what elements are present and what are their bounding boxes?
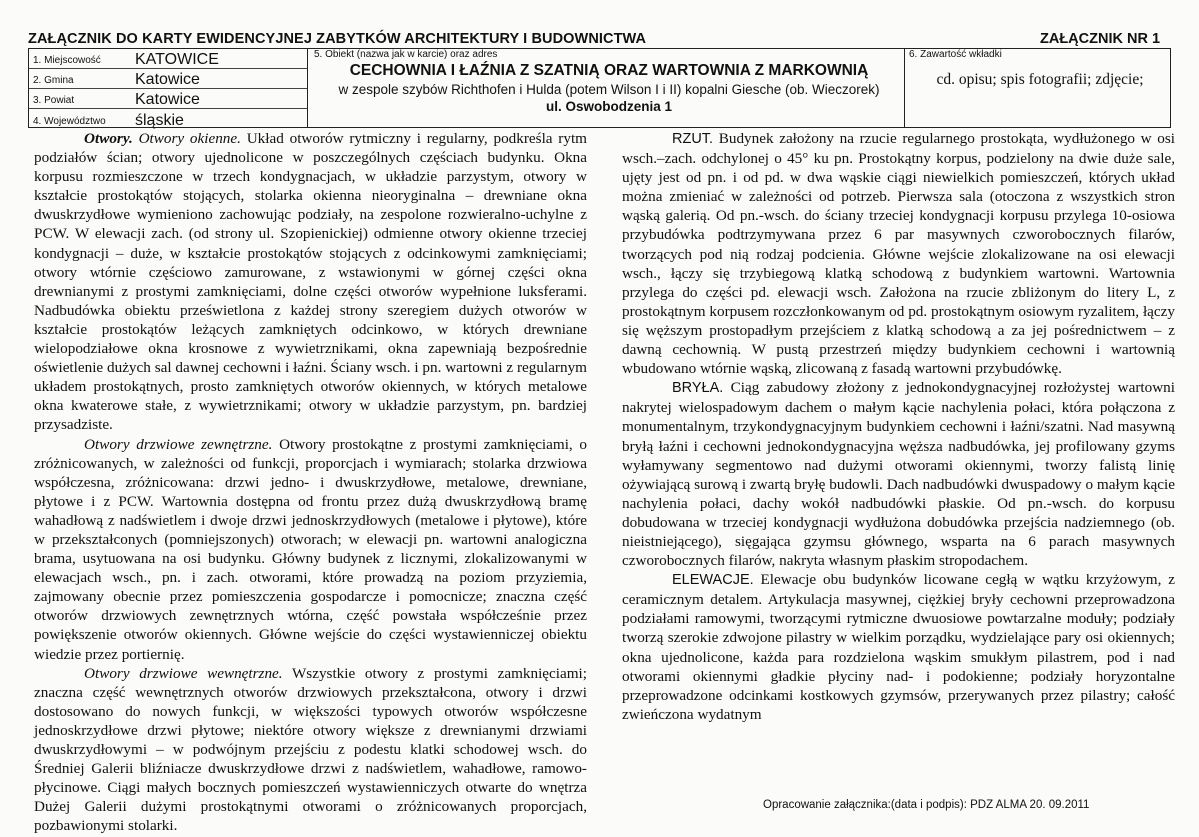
powiat-value: Katowice xyxy=(135,91,200,108)
footer-signature: Opracowanie załącznika:(data i podpis): PDZ ALMA 20. 09.2011 xyxy=(763,799,1090,811)
paragraph-text: Otwory prostokątne z prostymi zamknięciami, o zróżnicowanych, w zależności od funkcji, proporcjach i wymiarach; stolarka drzwiowa współczesna, zróżnicowana: drzwi jedno- i dwuskrzydłowe, metalowe, drewniane, płytowe i z PCW. Wartownia dostępna od frontu przez dużą dwuskrzydłową bramę wahadłową z nadświetlem i dwoje drzwi jednoskrzydłowych (metalowe i płytowe), które w przekształconych (pomniejszonych) otworach; w elewacji pn. wartowni analogiczna brama, usytuowana na osi budynku. Główny budynek z licznymi, zlokalizowanymi w elewacjach wsch., pn. i zach. otworami, które prowadzą na poziom przyziemia, zajmowany obecnie przez pomieszczenia gospodarcze i pomocnicze; znaczna część otworów drzwiowych zewnętrznych wtórna, część powstała współcześnie przez powiększenie otworów okiennych. Główne wejście do części wystawienniczej obiektu wiedzie przez portiernię. xyxy=(34,435,587,663)
subheading-window-openings: Otwory okienne. xyxy=(138,130,241,147)
powiat-label: 3. Powiat xyxy=(33,95,75,106)
text-column-right xyxy=(622,129,1175,724)
header-table xyxy=(28,48,1171,128)
object-subtitle: w zespole szybów Richthofen i Hulda (potem Wilson I i II) kopalni Giesche (ob. Wieczorek) xyxy=(338,82,880,97)
paragraph-exterior-doors xyxy=(34,435,587,664)
paragraph-text: Elewacje obu budynków licowane cegłą w wątku krzyżowym, z ceramicznym detalem. Artykulacja masywnej, ciężkiej bryły cechowni przeprowadzona podziałami ramowymi, tworzącymi rytmiczne dwuosiowe powtarzalne moduły; podziały tworzą szerokie zdwojone pilastry w wielkim porządku, wydzielające pary osi okiennych; okna ujednolicone, każda para rozdzielona wąskim smukłym pilastrem, pod i nad otworami okiennymi gładkie płyciny nad- i podokienne; podziały horyzontalne przeprowadzone odcinkami kostkowych gzymsów, przerywanych przez pilastry; całość zwieńczona wydatnym xyxy=(622,571,1175,723)
subheading-exterior-doors: Otwory drzwiowe zewnętrzne. xyxy=(84,435,273,453)
paragraph-text: Układ otworów rytmiczny i regularny, podkreśla rytm podziałów ścian; otwory ujednolicone w poszczególnych częściach budynku. Okna korpusu rozmieszczone w trzech kondygnacjach, w układzie parzystym, otwory w kształcie prostokątów stojących, stolarka okienna nieoryginalna – drewniane okna dwuskrzydłowe wymieniono zachowując podziały, na zespolone rozwieralno-uchylne z PCW. W elewacji zach. (od strony ul. Szopienickiej) odmienne otwory okienne trzeciej kondygnacji – duże, w kształcie prostokątów stojących z odcinkowymi zamknięciami; otwory wtórnie częściowo zamurowane, z wstawionymi w górnej części okna drewnianymi z prostymi zamknięciami, dolne części otworów wypełnione luksferami. Nadbudówka obiektu prześwietlona z każdej strony szeregiem dużych otworów w kształcie prostokątów leżących zamkniętych odcinkowo, w których drewniane wielopodziałowe okna krosnowe z wywietrznikami, okna zapewniają bezpośrednie oświetlenie dużych sal dawnej cechowni i łaźni. Ściany wsch. i pn. wartowni z regularnym układem prostokątnych, prosto zamkniętych otworów okiennych, w których metalowe okna kwaterowe stałe, z wywietrznikami; otwory w układzie parzystym, pn. bardziej przysadziste. xyxy=(34,130,587,434)
wojewodztwo-value: śląskie xyxy=(135,112,184,129)
object-label: 5. Obiekt (nazwa jak w karcie) oraz adres xyxy=(314,49,498,60)
paragraph-mass xyxy=(622,378,1175,570)
object-name: CECHOWNIA I ŁAŹNIA Z SZATNIĄ ORAZ WARTOWNIA Z MARKOWNIĄ xyxy=(349,62,869,79)
object-address: ul. Oswobodzenia 1 xyxy=(545,99,672,114)
paragraph-text: Budynek założony na rzucie regularnego prostokąta, wydłużonego w osi wsch.–zach. odchylonej o 45° ku pn. Prostokątny korpus, podzielony na dwie duże sale, ujęty jest od pn. i od pd. w dwa wąskie ciągi niewielkich pomieszczeń, których układ można zmieniać w zależności od potrzeb. Pierwsza sala (otoczona z wszystkich stron wąską galerią. Od pn.-wsch. do ściany trzeciej kondygnacji korpusu przylega 10-osiowa przybudówka podtrzymywana przez 6 par masywnych czworobocznych filarów, tworzących pod nią rodzaj podcienia. Główne wejście zlokalizowane na osi elewacji wsch., łączy się trzybiegową klatką schodową z budynkiem wartowni. Wartownia przylega do części pd. elewacji wsch. Założona na rzucie zbliżonym do litery L, z prostokątnym korpusem rozczłonkowanym od pd. prostokątnym osiowym ryzalitem, łączy się węższym prostopadłym przejściem z klatką schodową a za jej pośrednictwem – z dawną cechownią. W pustą przestrzeń między budynkiem cechowni i wartownią wbudowano wtórnie wąską, zlicowaną z fasadą wartowni przybudówkę. xyxy=(622,130,1175,378)
section-heading-openings: Otwory. xyxy=(84,130,133,147)
section-heading-plan: RZUT. xyxy=(672,131,714,147)
paragraph-plan xyxy=(622,129,1175,378)
paragraph-elevations xyxy=(622,570,1175,724)
text-column-left xyxy=(34,129,587,835)
miejscowosc-label: 1. Miejscowość xyxy=(33,55,101,66)
paragraph-window-openings xyxy=(34,129,587,435)
appendix-number: ZAŁĄCZNIK NR 1 xyxy=(1040,31,1161,47)
gmina-value: Katowice xyxy=(135,71,200,88)
paragraph-text: Ciąg zabudowy złożony z jednokondygnacyjnej rozłożystej wartowni nakrytej wielospadowym dachem o małym kącie nachylenia połaci, która połączona z monumentalnym, trzykondygnacyjnym budynkiem cechowni i łaźni/szatni. Nad masywną bryłą łaźni i cechowni jednokondygnacyjna węższa nadbudówka, jej profilowany gzyms wyłamywany segmentowo nad dużymi otworami okiennymi, tworzy falistą linię ożywiającą surową i zwartą bryłę budowli. Dach nadbudówki dwuspadowy o małym kącie nachylenia połaci, dachy wokół nadbudówki płaskie. Od pn.-wsch. do korpusu dobudowana w trzeciej kondygnacji wydłużona dobudówka przejścia nadziemnego (ob. nieistniejącego), sięgająca gzymsu głównego, wsparta na 6 parach masywnych czworobocznych filarów, nakryta własnym płaskim stropodachem. xyxy=(622,379,1175,570)
section-heading-elevations: ELEWACJE. xyxy=(672,572,754,589)
document-title: ZAŁĄCZNIK DO KARTY EWIDENCYJNEJ ZABYTKÓW ARCHITEKTURY I BUDOWNICTWA xyxy=(28,31,647,47)
section-heading-mass: BRYŁA. xyxy=(672,380,724,397)
paragraph-text: Wszystkie otwory z prostymi zamknięciami; znaczna część wewnętrznych otworów drzwiowych przekształcona, otwory i drzwi dostosowano do nowych funkcji, w większości typowych otworów współczesne jednoskrzydłowe drzwi płytowe; niektóre otwory większe z drewnianymi drzwiami dwuskrzydłowymi – w podwójnym przejściu z podestu klatki schodowej wsch. do Średniej Galerii bliźniacze dwuskrzydłowe drzwi z nadświetlem, wahadłowe, ramowo-płycinowe. Ciągi małych bocznych pomieszczeń wystawienniczych otwarte do wnętrza Dużej Galerii dużymi prostokątnymi otworami o zróżnicowanych proporcjach, pozbawionymi stolarki. xyxy=(34,664,587,835)
subheading-interior-doors: Otwory drzwiowe wewnętrzne. xyxy=(84,664,283,682)
contents-value: cd. opisu; spis fotografii; zdjęcie; xyxy=(936,71,1144,88)
column-divider xyxy=(904,49,905,127)
miejscowosc-value: KATOWICE xyxy=(135,51,219,68)
row-miejscowosc xyxy=(29,49,307,69)
row-gmina xyxy=(29,69,307,89)
row-powiat xyxy=(29,89,307,109)
column-divider xyxy=(307,49,308,127)
row-wojewodztwo xyxy=(29,109,307,129)
gmina-label: 2. Gmina xyxy=(33,75,74,86)
contents-label: 6. Zawartość wkładki xyxy=(909,49,1002,60)
paragraph-interior-doors xyxy=(34,664,587,836)
wojewodztwo-label: 4. Województwo xyxy=(33,116,106,127)
